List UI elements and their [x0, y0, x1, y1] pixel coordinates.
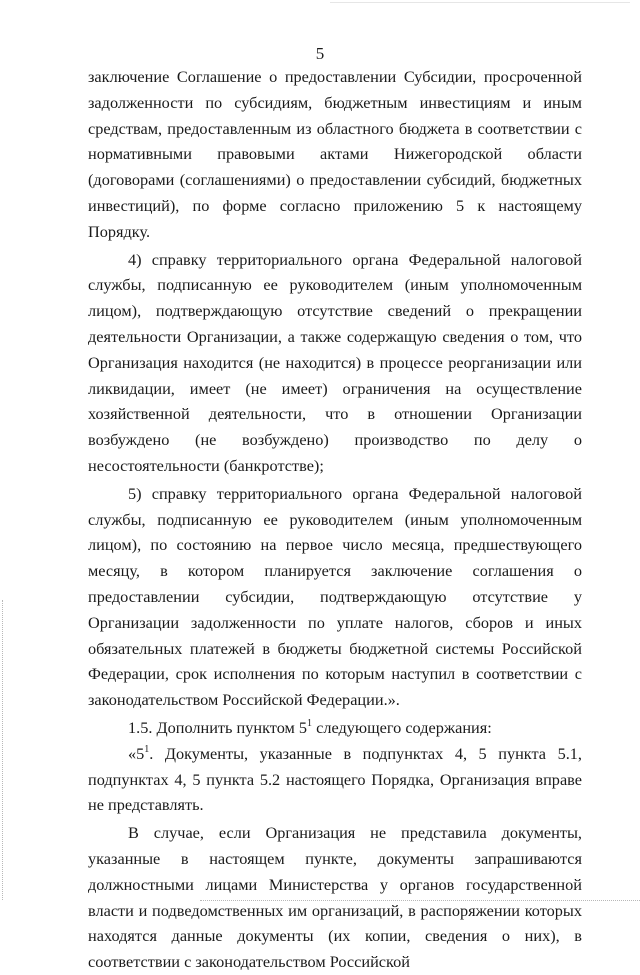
page-number: 5 — [315, 44, 325, 63]
section-1-5-text-end: следующего содержания: — [312, 717, 492, 737]
superscript: 1 — [144, 743, 150, 755]
paragraph-item-5: 5) справку территориального органа Федеральной налоговой службы, подписанную ее руководителем (иным уполномоченным лицом), по состоянию на первое число месяца, предшествующего месяцу, в котором планируется заключение соглашения о предоставлении субсидии, подтверждающую отсутствие у Организации задолженности по уплате налогов, сборов и иных обязательных платежей в бюджеты бюджетной системы Российской Федерации, срок исполнения по которым наступил в соответствии с законодательством Российской Федерации.». — [88, 483, 582, 710]
point-5-1-text-end: . Документы, указанные в подпунктах 4, 5 пункта 5.1, подпунктах 4, 5 пункта 5.2 настоящего Порядка, Организация вправе не представлять. — [88, 743, 582, 815]
superscript: 1 — [307, 717, 313, 729]
paragraph-section-1-5 — [88, 715, 582, 741]
paragraph-continuation: заключение Соглашение о предоставлении Субсидии, просроченной задолженности по субсидиям, бюджетным инвестициям и иным средствам, предоставленным из областного бюджета в соответствии с нормативными правовыми актами Нижегородской области (договорами (соглашениями) о предоставлении субсидий, бюджетных инвестиций), по форме согласно приложению 5 к настоящему Порядку. — [88, 67, 582, 241]
section-1-5-text: 1.5. Дополнить пунктом 5 — [128, 717, 308, 737]
document-body — [88, 64, 582, 975]
point-5-1-text: «5 — [128, 743, 145, 763]
paragraph-point-5-1 — [88, 741, 582, 818]
paragraph-case-not-submitted: В случае, если Организация не представила документы, указанные в настоящем пункте, документы запрашиваются должностными лицами Министерства у органов государственной власти и подведомственных им организаций, в распоряжении которых находятся данные документы (их копии, сведения о них), в соответствии с законодательством Российской — [88, 823, 582, 972]
paragraph-item-4: 4) справку территориального органа Федеральной налоговой службы, подписанную ее руководителем (иным уполномоченным лицом), подтверждающую отсутствие сведений о прекращении деятельности Организации, а также содержащую сведения о том, что Организация находится (не находится) в процессе реорганизации или ликвидации, имеет (не имеет) ограничения на осуществление хозяйственной деятельности, что в отношении Организации возбуждено (не возбуждено) производство по делу о несостоятельности (банкротстве); — [88, 249, 582, 475]
scan-artifact-left-edge — [2, 600, 4, 900]
scan-artifact-top — [330, 2, 630, 3]
